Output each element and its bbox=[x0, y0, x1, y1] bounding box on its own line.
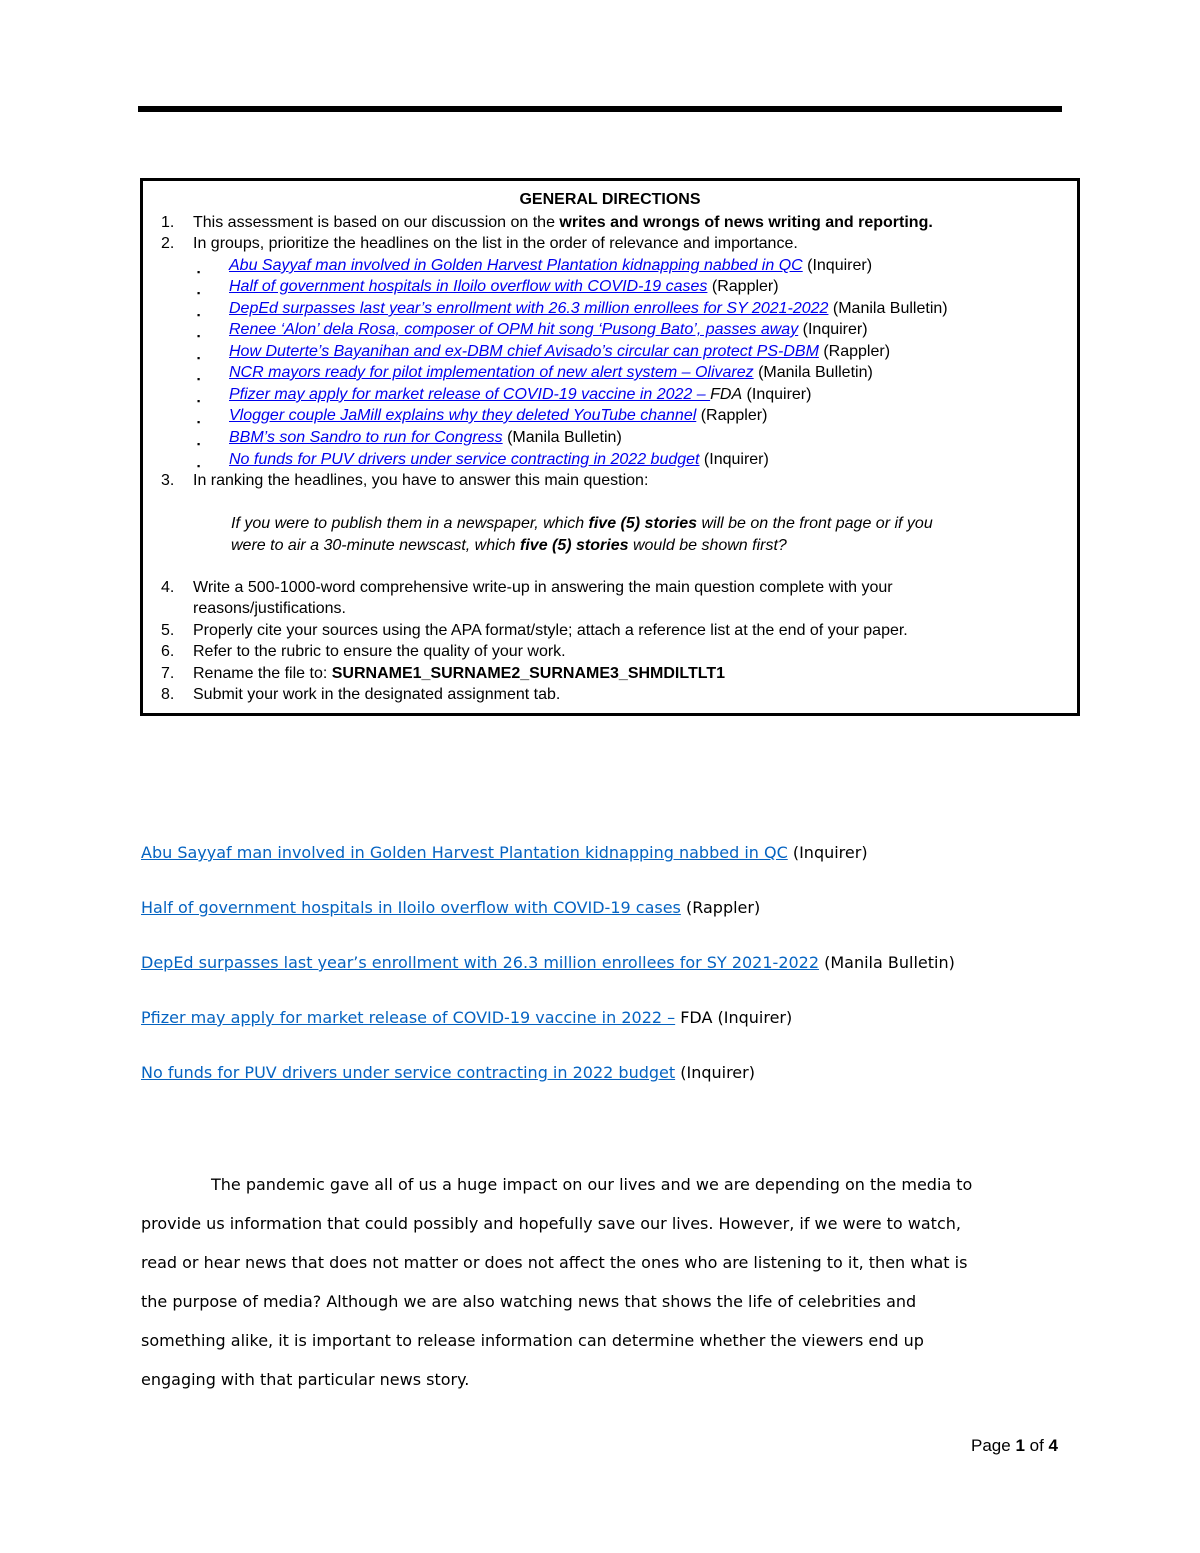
bullet-icon: ▪ bbox=[197, 417, 201, 427]
headline-link[interactable]: Pfizer may apply for market release of COVID-19 vaccine in 2022 – bbox=[229, 386, 711, 403]
headline-link[interactable]: How Duterte’s Bayanihan and ex-DBM chief Avisado’s circular can protect PS-DBM bbox=[229, 343, 819, 360]
directions-title: GENERAL DIRECTIONS bbox=[519, 191, 701, 208]
list-item: Abu Sayyaf man involved in Golden Harvest Plantation kidnapping nabbed in QC (Inquirer) bbox=[141, 843, 868, 862]
headline-link[interactable]: BBM’s son Sandro to run for Congress bbox=[229, 429, 503, 446]
headline-link[interactable]: Pfizer may apply for market release of COVID-19 vaccine in 2022 – bbox=[141, 1008, 676, 1027]
headline-link[interactable]: Renee ‘Alon’ dela Rosa, composer of OPM hit song ‘Pusong Bato’, passes away bbox=[229, 321, 799, 338]
main-question: If you were to publish them in a newspaper, which five (5) stories will be on the front page or if you were to air a 30-minute newscast, which five (5) stories would be shown first? bbox=[231, 515, 933, 554]
bullet-icon: ▪ bbox=[197, 439, 201, 449]
headline-link[interactable]: Half of government hospitals in Iloilo overflow with COVID-19 cases bbox=[229, 278, 708, 295]
bullet-icon: ▪ bbox=[197, 374, 201, 384]
page-number: Page 1 of 4 bbox=[971, 1436, 1058, 1455]
headline-link[interactable]: Abu Sayyaf man involved in Golden Harvest Plantation kidnapping nabbed in QC bbox=[229, 257, 803, 274]
essay-line: provide us information that could possibly and hopefully save our lives. However, if we were to watch, bbox=[141, 1214, 961, 1233]
essay-line: the purpose of media? Although we are also watching news that shows the life of celebrities and bbox=[141, 1292, 917, 1311]
list-item: Pfizer may apply for market release of COVID-19 vaccine in 2022 – FDA (Inquirer) bbox=[141, 1008, 793, 1027]
headline-link[interactable]: Abu Sayyaf man involved in Golden Harvest Plantation kidnapping nabbed in QC bbox=[141, 843, 788, 862]
list-item: Half of government hospitals in Iloilo overflow with COVID-19 cases (Rappler) bbox=[141, 898, 761, 917]
bullet-icon: ▪ bbox=[197, 331, 201, 341]
list-item: DepEd surpasses last year’s enrollment with 26.3 million enrollees for SY 2021-2022 (Manila Bulletin) bbox=[141, 953, 955, 972]
headline-link[interactable]: NCR mayors ready for pilot implementation of new alert system – Olivarez bbox=[229, 364, 754, 381]
list-item: No funds for PUV drivers under service contracting in 2022 budget (Inquirer) bbox=[141, 1063, 755, 1082]
headline-link[interactable]: No funds for PUV drivers under service contracting in 2022 budget bbox=[229, 451, 700, 468]
headline-link[interactable]: Vlogger couple JaMill explains why they deleted YouTube channel bbox=[229, 407, 697, 424]
bullet-icon: ▪ bbox=[197, 288, 201, 298]
headline-link[interactable]: DepEd surpasses last year’s enrollment with 26.3 million enrollees for SY 2021-2022 bbox=[229, 300, 829, 317]
general-directions-box: GENERAL DIRECTIONS 1. This assessment is based on our discussion on the writes and wrongs of news writing and reporting. 2. In groups, prioritize the headlines on the list in the order of relevance and importance. ▪ Abu Sayyaf man involved in Golden Harvest Plantation kidnapping nabbed in QC (Inquirer) ▪ Half of government hospitals in Iloilo overflow with COVID-19 cases (Rappler) ▪ DepEd surpasses last year’s enrollment with 26.3 million enrollees for SY 2021-2022 (Manila Bulletin) ▪ Renee ‘Alon’ dela Rosa, composer of OPM hit song ‘Pusong Bato’, passes away (Inquirer) ▪ How Duterte’s Bayanihan and ex-DBM chief Avisado’s circular can protect PS-DBM (Rappler) ▪ NCR mayors ready for pilot implementation of new alert system – Olivarez (Manila Bulletin) ▪ Pfizer may apply for market release of COVID-19 vaccine in 2022 – FDA (Inquirer) ▪ Vlogger couple JaMill explains why they deleted YouTube channel (Rappler) ▪ BBM’s son Sandro to run for Congress (Manila Bulletin) ▪ No funds for PUV drivers under service contracting in 2022 budget (Inquirer) 3. In ranking the headlines, you have to answer this main question: If you were to publish them in a newspaper, which five (5) stories will be on the front page or if you were to air a 30-minute newscast, which five (5) stories would be shown first? 4. Write a 500-1000-word comprehensive write-up in answering the main question complete with your reasons/justifications. 5. Properly cite your sources using the APA format/style; attach a reference list at the end of your paper. 6. Refer to the rubric to ensure the quality of your work. 7. Rename the file to: SURNAME1_SURNAME2_SURNAME3_SHMDILTLT1 8. Submit your work in the designated assignment tab. bbox=[140, 178, 1080, 716]
essay-line: something alike, it is important to release information can determine whether the viewers end up bbox=[141, 1331, 924, 1350]
essay-line: engaging with that particular news story. bbox=[141, 1370, 470, 1389]
bullet-icon: ▪ bbox=[197, 310, 201, 320]
bullet-icon: ▪ bbox=[197, 461, 201, 471]
bullet-icon: ▪ bbox=[197, 396, 201, 406]
bullet-icon: ▪ bbox=[197, 353, 201, 363]
essay-line: read or hear news that does not matter or does not affect the ones who are listening to it, then what is bbox=[141, 1253, 968, 1272]
header-rule bbox=[138, 106, 1062, 112]
essay-line: The pandemic gave all of us a huge impact on our lives and we are depending on the media to bbox=[211, 1175, 973, 1194]
headline-link[interactable]: DepEd surpasses last year’s enrollment with 26.3 million enrollees for SY 2021-2022 bbox=[141, 953, 820, 972]
bullet-icon: ▪ bbox=[197, 267, 201, 277]
headline-link[interactable]: No funds for PUV drivers under service contracting in 2022 budget bbox=[141, 1063, 676, 1082]
headline-link[interactable]: Half of government hospitals in Iloilo overflow with COVID-19 cases bbox=[141, 898, 681, 917]
